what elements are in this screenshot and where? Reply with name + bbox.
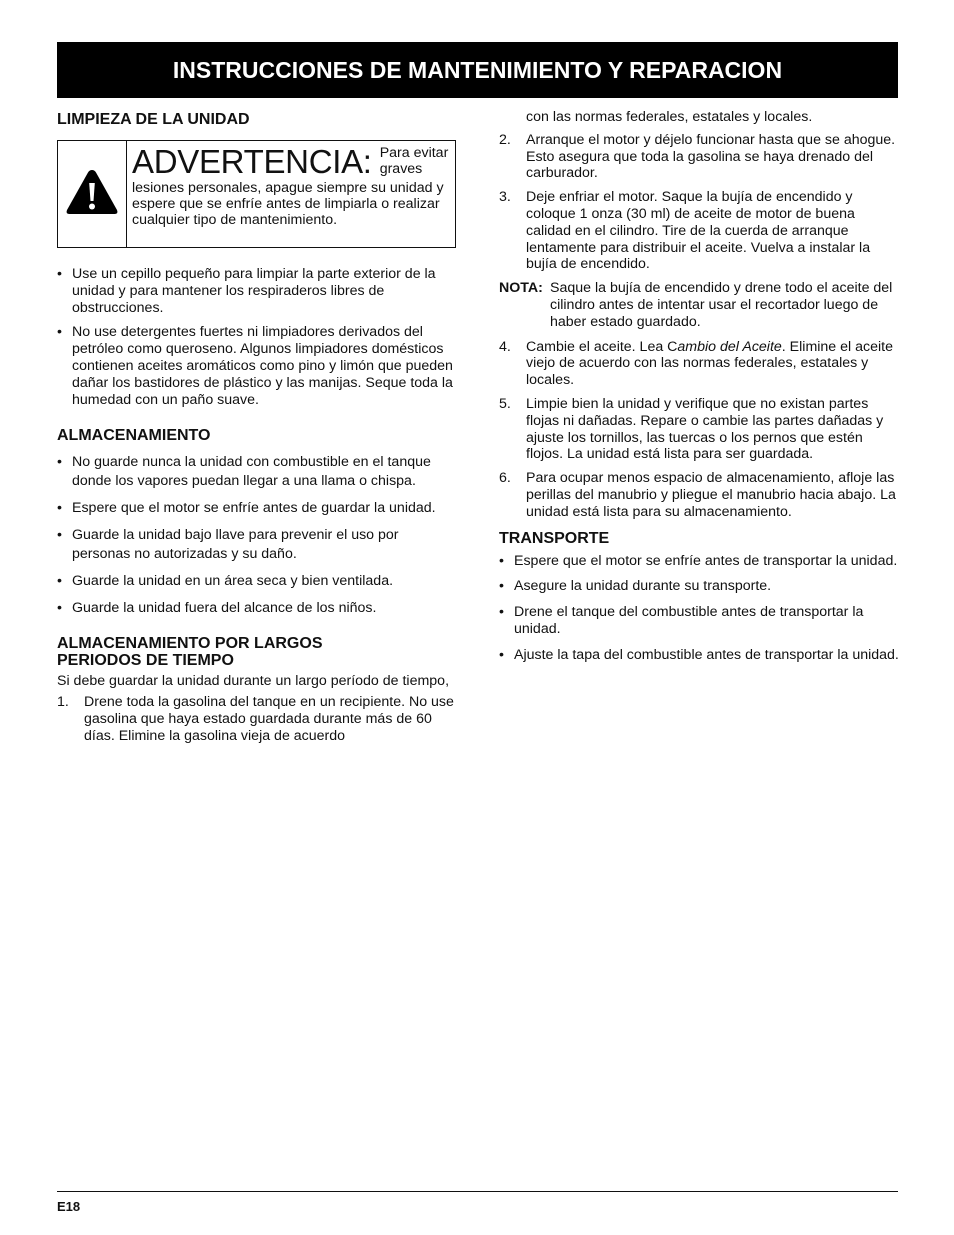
list-item: [499, 470, 899, 520]
step-text: Deje enfriar el motor. Saque la bujía de encendido y coloque 1 onza (30 ml) de aceite de motor de buena calidad en el cilindro. Tire de la cuerda de arranque lentamente para distribuir el aceite. Vuelva a instalar la bujía de encendido.: [526, 189, 871, 273]
storage-heading: ALMACENAMIENTO: [57, 427, 211, 445]
warning-title: ADVERTENCIA:: [132, 143, 372, 180]
step-text-emphasis: ambio del Aceite: [677, 338, 782, 355]
list-item: • Guarde la unidad en un área seca y bien ventilada.: [57, 572, 457, 591]
list-item: • Use un cepillo pequeño para limpiar la parte exterior de la unidad y para mantener los respiraderos libres de obstrucciones.: [57, 266, 457, 316]
step-text: Drene toda la gasolina del tanque en un recipiente. No use gasolina que haya estado guardada durante más de 60 días. Elimine la gasolina vieja de acuerdo: [84, 694, 454, 744]
step-number: 5.: [499, 395, 511, 412]
step-number: 3.: [499, 189, 511, 206]
left-column: [57, 111, 457, 745]
long-storage-steps: [57, 694, 457, 744]
list-item: • No use detergentes fuertes ni limpiadores derivados del petróleo como queroseno. Algunos limpiadores domésticos contienen aceites aromáticos como pino y limón que pueden dañar los bastidores de plástico y las manijas. Seque toda la humedad con un paño suave.: [57, 324, 457, 408]
transport-heading: TRANSPORTE: [499, 529, 610, 547]
list-item: • Guarde la unidad bajo llave para prevenir el uso por personas no autorizadas y su daño.: [57, 526, 457, 564]
list-item: • Ajuste la tapa del combustible antes de transportar la unidad.: [499, 647, 899, 664]
step-text: Arranque el motor y déjelo funcionar hasta que se ahogue. Esto asegura que toda la gasolina se haya drenado del carburador.: [526, 131, 896, 182]
warning-box: [57, 140, 456, 248]
right-column: [499, 109, 899, 664]
storage-list: [57, 453, 457, 618]
note-label: NOTA:: [499, 280, 543, 297]
list-item: • Espere que el motor se enfríe antes de transportar la unidad.: [499, 553, 899, 570]
note: [499, 280, 899, 330]
list-item: • Asegure la unidad durante su transporte.: [499, 578, 899, 595]
warning-icon-cell: [58, 141, 127, 247]
warning-body: lesiones personales, apague siempre su unidad y espere que se enfríe antes de limpiarla o realizar cualquier tipo de mantenimiento.: [132, 180, 444, 229]
step-number: 2.: [499, 131, 511, 148]
step-text: Limpie bien la unidad y verifique que no existan partes flojas ni dañadas. Repare o cambie las partes dañadas y ajuste los tornillos, las tuercas o los pernos que estén flojos. La unidad está lista para ser guardada.: [526, 395, 884, 463]
step-text-a: Cambie el aceite. Lea C: [526, 338, 678, 355]
list-item: [499, 132, 899, 182]
transport-list: [499, 553, 899, 664]
cleaning-list: [57, 266, 457, 408]
warning-triangle-icon: [64, 167, 120, 222]
step-text-b: . Elimine el aceite viejo de acuerdo con las normas federales, estatales y locales.: [526, 338, 893, 389]
step-number: 6.: [499, 470, 511, 487]
long-storage-heading: ALMACENAMIENTO POR LARGOS PERIODOS DE TIEMPO: [57, 635, 323, 670]
step-continuation: con las normas federales, estatales y locales.: [526, 109, 813, 125]
page-number: E18: [57, 1199, 81, 1214]
page-title: INSTRUCCIONES DE MANTENIMIENTO Y REPARACION: [172, 56, 783, 83]
step-number: 4.: [499, 338, 511, 355]
warning-lead: Para evitar graves: [379, 145, 449, 178]
list-item: [499, 189, 899, 273]
list-item: [57, 694, 457, 744]
list-item: • No guarde nunca la unidad con combustible en el tanque donde los vapores puedan llegar a una llama o chispa.: [57, 453, 457, 491]
step-number: 1.: [57, 694, 69, 711]
list-item: • Espere que el motor se enfríe antes de guardar la unidad.: [57, 499, 457, 518]
list-item: • Drene el tanque del combustible antes de transportar la unidad.: [499, 604, 899, 638]
list-item: • Guarde la unidad fuera del alcance de los niños.: [57, 599, 457, 618]
note-text: Saque la bujía de encendido y drene todo el aceite del cilindro antes de intentar usar el recortador luego de haber estado guardado.: [550, 280, 893, 330]
section-banner: [57, 42, 898, 98]
step-text: Para ocupar menos espacio de almacenamiento, afloje las perillas del manubrio y pliegue el manubrio hacia abajo. La unidad está lista para su almacenamiento.: [526, 470, 896, 520]
long-storage-steps-cont: [499, 132, 899, 273]
list-item: [499, 339, 899, 389]
cleaning-heading: LIMPIEZA DE LA UNIDAD: [57, 111, 250, 128]
long-storage-intro: Si debe guardar la unidad durante un largo período de tiempo,: [57, 673, 450, 690]
long-storage-steps-more: [499, 339, 899, 521]
footer-divider: [57, 1191, 898, 1192]
list-item: [499, 396, 899, 463]
warning-text: [127, 141, 455, 247]
